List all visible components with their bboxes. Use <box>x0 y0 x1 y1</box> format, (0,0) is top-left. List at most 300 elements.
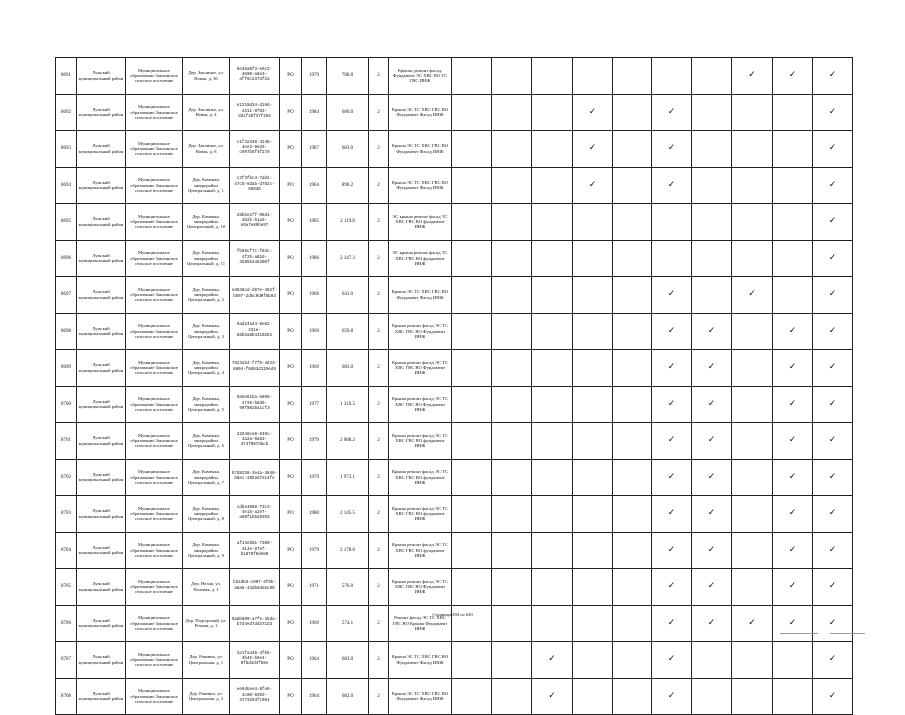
services-cell: Крыша ЭС ТС ХВС ГВС ВО Фундамент Фасад ИНЖ <box>389 167 452 204</box>
work-type-cell <box>692 58 732 95</box>
settlement-cell: Муниципальное образование Заклинское сельское поселение <box>126 131 183 168</box>
work-type-cell <box>452 569 492 606</box>
district-cell: Лужский муниципальный район <box>77 94 126 131</box>
services-cell: Крыша ремонт фасад ЭС ТС ХВС ГВС ВО фундамент ИНЖ <box>389 423 452 460</box>
work-type-cell <box>813 240 853 277</box>
work-type-cell <box>613 167 652 204</box>
type-cell: РО <box>280 532 302 569</box>
district-cell: Лужский муниципальный район <box>77 642 126 679</box>
checkmark-icon: ✓ <box>588 106 597 117</box>
row-id-cell: 8702 <box>56 459 77 496</box>
settlement-cell: Муниципальное образование Заклинское сельское поселение <box>126 642 183 679</box>
checkmark-icon: ✓ <box>788 362 797 373</box>
address-cell: Дер. Раковно, ул. Центральная, д. 1 <box>183 642 230 679</box>
address-cell: Дер. Каменка, микрорайон Центральный, д. 6 <box>183 423 230 460</box>
work-type-cell <box>813 58 853 95</box>
table-row <box>56 131 853 168</box>
row-id-cell: 8696 <box>56 240 77 277</box>
type-cell: РО <box>280 313 302 350</box>
work-type-cell <box>492 569 532 606</box>
year-cell: 1977 <box>302 386 327 423</box>
checkmark-icon: ✓ <box>828 362 837 373</box>
table-row <box>56 386 853 423</box>
checkmark-icon: ✓ <box>828 106 837 117</box>
work-type-cell <box>532 58 573 95</box>
work-type-cell <box>452 277 492 314</box>
work-type-cell <box>452 605 492 642</box>
checkmark-icon: ✓ <box>828 289 837 300</box>
type-cell: РО <box>280 459 302 496</box>
checkmark-icon: ✓ <box>748 70 756 81</box>
work-type-cell <box>773 459 813 496</box>
type-cell: РО <box>280 94 302 131</box>
type-cell: РО <box>280 496 302 533</box>
year-cell: 1966 <box>302 277 327 314</box>
guid-cell: b7d8238-3e4a-4848-b8ec-3953d7e14fe <box>230 459 280 496</box>
work-type-cell <box>613 131 652 168</box>
floors-cell: 2 <box>369 58 389 95</box>
checkmark-icon: ✓ <box>788 398 797 409</box>
services-cell: ЭС крыша ремонт фасад ТС ХВС ГВС ВО фундамент ИНЖ <box>389 204 452 241</box>
year-cell: 1971 <box>302 569 327 606</box>
work-type-cell <box>492 423 532 460</box>
work-type-cell <box>613 642 652 679</box>
work-type-cell <box>532 423 573 460</box>
work-type-cell <box>773 642 813 679</box>
work-type-cell <box>613 678 652 715</box>
guid-cell: e1210d34-d19d-4311-8f93-dd1f35f37f4b6 <box>230 94 280 131</box>
settlement-cell: Муниципальное образование Заклинское сельское поселение <box>126 496 183 533</box>
floors-cell: 2 <box>369 459 389 496</box>
work-type-cell <box>573 569 613 606</box>
work-type-cell <box>613 423 652 460</box>
table-row <box>56 94 853 131</box>
checkmark-icon: ✓ <box>667 362 676 373</box>
services-cell: Крыша, ремонт фасад, Фундамент ЭС ХВС ВО ТС ГВС ИНЖ <box>389 58 452 95</box>
checkmark-icon: ✓ <box>588 179 597 190</box>
settlement-cell: Муниципальное образование Заклинское сельское поселение <box>126 423 183 460</box>
checkmark-icon: ✓ <box>667 398 676 409</box>
checkmark-icon: ✓ <box>828 325 837 336</box>
work-type-cell <box>452 496 492 533</box>
checkmark-icon: ✓ <box>667 106 676 117</box>
floors-cell: 2 <box>369 605 389 642</box>
checkmark-icon: ✓ <box>828 544 837 555</box>
work-type-cell <box>573 240 613 277</box>
area-cell: 2 088.2 <box>327 423 369 460</box>
work-type-cell <box>613 58 652 95</box>
address-cell: Дер. Каменка, микрорайон Центральный, д. 10 <box>183 204 230 241</box>
floors-cell: 2 <box>369 277 389 314</box>
work-type-cell <box>573 277 613 314</box>
year-cell: 1969 <box>302 605 327 642</box>
district-cell: Лужский муниципальный район <box>77 605 126 642</box>
work-type-cell <box>692 642 732 679</box>
guid-cell: 28bbe1ff-96d1-482b-b1a3-e9a7e89be97 <box>230 204 280 241</box>
checkmark-icon: ✓ <box>707 435 716 446</box>
work-type-cell <box>613 204 652 241</box>
address-cell: Дер. Каменка, микрорайон Центральный, д. 1 <box>183 167 230 204</box>
checkmark-icon: ✓ <box>667 289 676 300</box>
district-cell: Лужский муниципальный район <box>77 240 126 277</box>
table-row <box>56 204 853 241</box>
floors-cell: 2 <box>369 204 389 241</box>
checkmark-icon: ✓ <box>707 398 716 409</box>
checkmark-icon: ✓ <box>788 581 797 592</box>
type-cell: РО <box>280 167 302 204</box>
work-type-cell <box>773 569 813 606</box>
work-type-cell <box>573 642 613 679</box>
type-cell: РО <box>280 131 302 168</box>
work-type-cell <box>492 496 532 533</box>
area-cell: 1 973.1 <box>327 459 369 496</box>
checkmark-icon: ✓ <box>588 143 597 154</box>
district-cell: Лужский муниципальный район <box>77 423 126 460</box>
checkmark-icon: ✓ <box>667 654 676 665</box>
row-id-cell: 8698 <box>56 313 77 350</box>
page-footer: Страница 494 из 630 <box>432 612 473 617</box>
work-type-cell <box>573 350 613 387</box>
services-cell: Крыша ремонт фасад ЭС ТС ХВС ГВС ВО фундамент ИНЖ <box>389 496 452 533</box>
year-cell: 1969 <box>302 350 327 387</box>
work-type-cell <box>613 277 652 314</box>
work-type-cell <box>452 642 492 679</box>
work-type-cell <box>532 496 573 533</box>
district-cell: Лужский муниципальный район <box>77 350 126 387</box>
work-type-cell <box>732 569 773 606</box>
services-cell: Крыша ЭС ТС ХВС ГВС ВО Фундамент Фасад ИНЖ <box>389 94 452 131</box>
type-cell: РО <box>280 240 302 277</box>
work-type-cell <box>573 313 613 350</box>
type-cell: РО <box>280 678 302 715</box>
address-cell: Дер. Каменка, микрорайон Центральный, д. 5 <box>183 386 230 423</box>
guid-cell: ee94bee4-8fe6-4c06-8393-4773294fc064 <box>230 678 280 715</box>
work-type-cell <box>652 496 692 533</box>
work-type-cell <box>773 58 813 95</box>
work-type-cell <box>532 131 573 168</box>
work-type-cell <box>532 605 573 642</box>
checkmark-icon: ✓ <box>828 690 837 701</box>
checkmark-icon: ✓ <box>548 690 556 701</box>
work-type-cell <box>692 131 732 168</box>
work-type-cell <box>692 569 732 606</box>
area-cell: 659.8 <box>327 313 369 350</box>
type-cell: РО <box>280 569 302 606</box>
table-row <box>56 423 853 460</box>
work-type-cell <box>813 532 853 569</box>
row-id-cell: 8704 <box>56 532 77 569</box>
work-type-cell <box>732 459 773 496</box>
area-cell: 683.0 <box>327 642 369 679</box>
work-type-cell <box>652 678 692 715</box>
work-type-cell <box>532 277 573 314</box>
work-type-cell <box>613 532 652 569</box>
settlement-cell: Муниципальное образование Заклинское сельское поселение <box>126 569 183 606</box>
year-cell: 1980 <box>302 496 327 533</box>
work-type-cell <box>492 605 532 642</box>
work-type-cell <box>532 678 573 715</box>
district-cell: Лужский муниципальный район <box>77 167 126 204</box>
checkmark-icon: ✓ <box>667 179 676 190</box>
work-type-cell <box>773 532 813 569</box>
work-type-cell <box>732 496 773 533</box>
work-type-cell <box>773 350 813 387</box>
settlement-cell: Муниципальное образование Заклинское сельское поселение <box>126 277 183 314</box>
work-type-cell <box>452 204 492 241</box>
work-type-cell <box>492 350 532 387</box>
work-type-cell <box>492 277 532 314</box>
work-type-cell <box>773 496 813 533</box>
area-cell: 680.0 <box>327 94 369 131</box>
area-cell: 2 147.3 <box>327 240 369 277</box>
year-cell: 1979 <box>302 423 327 460</box>
work-type-cell <box>692 240 732 277</box>
table-row <box>56 313 853 350</box>
floors-cell: 2 <box>369 532 389 569</box>
row-id-cell: 8708 <box>56 678 77 715</box>
work-type-cell <box>692 423 732 460</box>
work-type-cell <box>652 313 692 350</box>
work-type-cell <box>692 605 732 642</box>
year-cell: 1986 <box>302 240 327 277</box>
work-type-cell <box>813 313 853 350</box>
work-type-cell <box>492 131 532 168</box>
area-cell: 1 310.5 <box>327 386 369 423</box>
work-type-cell <box>732 532 773 569</box>
settlement-cell: Муниципальное образование Заклинское сельское поселение <box>126 167 183 204</box>
work-type-cell <box>652 532 692 569</box>
work-type-cell <box>492 94 532 131</box>
district-cell: Лужский муниципальный район <box>77 569 126 606</box>
work-type-cell <box>613 459 652 496</box>
work-type-cell <box>573 167 613 204</box>
work-type-cell <box>813 642 853 679</box>
work-type-cell <box>532 313 573 350</box>
services-cell: Крыша ЭС ТС ХВС ГВС ВО Фундамент Фасад ИНЖ <box>389 678 452 715</box>
checkmark-icon: ✓ <box>828 252 837 263</box>
checkmark-icon: ✓ <box>828 398 837 409</box>
work-type-cell <box>532 94 573 131</box>
row-id-cell: 8697 <box>56 277 77 314</box>
work-type-cell <box>532 532 573 569</box>
work-type-cell <box>813 496 853 533</box>
work-type-cell <box>773 423 813 460</box>
address-cell: Дер. Каменка, микрорайон Центральный, д. 9 <box>183 532 230 569</box>
work-type-cell <box>732 605 773 642</box>
floors-cell: 2 <box>369 350 389 387</box>
address-cell: Дер. Каменка, микрорайон Центральный, д. 8 <box>183 496 230 533</box>
year-cell: 1985 <box>302 204 327 241</box>
checkmark-icon: ✓ <box>828 471 837 482</box>
checkmark-icon: ✓ <box>828 143 837 154</box>
work-type-cell <box>652 459 692 496</box>
area-cell: 683.0 <box>327 350 369 387</box>
floors-cell: 2 <box>369 131 389 168</box>
table-row <box>56 678 853 715</box>
guid-cell: c3f3fbc4-7dd1-47c5-8dab-d792c-59036 <box>230 167 280 204</box>
guid-cell: fb66cf7c-f83c-4f25-a82d-4585b445390f <box>230 240 280 277</box>
row-id-cell: 8695 <box>56 204 77 241</box>
work-type-cell <box>652 605 692 642</box>
checkmark-icon: ✓ <box>828 216 837 227</box>
floors-cell: 2 <box>369 642 389 679</box>
work-type-cell <box>692 204 732 241</box>
work-type-cell <box>532 569 573 606</box>
type-cell: РО <box>280 58 302 95</box>
work-type-cell <box>452 350 492 387</box>
area-cell: 780.0 <box>327 58 369 95</box>
guid-cell: 22848ce8-849c-4a2a-9a83-374f087dacb <box>230 423 280 460</box>
work-type-cell <box>773 240 813 277</box>
checkmark-icon: ✓ <box>707 508 716 519</box>
area-cell: 2 119.8 <box>327 204 369 241</box>
checkmark-icon: ✓ <box>828 581 837 592</box>
row-id-cell: 8699 <box>56 350 77 387</box>
address-cell: Дер. Нелаи, ул. Полевая, д. 1 <box>183 569 230 606</box>
area-cell: 574.1 <box>327 605 369 642</box>
guid-cell: 9a6b800-a7fe-45da-b7d4ed7d4b71d3 <box>230 605 280 642</box>
work-type-cell <box>773 167 813 204</box>
floors-cell: 2 <box>369 569 389 606</box>
year-cell: 1964 <box>302 678 327 715</box>
checkmark-icon: ✓ <box>828 70 837 81</box>
checkmark-icon: ✓ <box>667 143 676 154</box>
work-type-cell <box>452 532 492 569</box>
work-type-cell <box>773 131 813 168</box>
district-cell: Лужский муниципальный район <box>77 204 126 241</box>
work-type-cell <box>532 240 573 277</box>
settlement-cell: Муниципальное образование Заклинское сельское поселение <box>126 94 183 131</box>
checkmark-icon: ✓ <box>707 544 716 555</box>
floors-cell: 2 <box>369 313 389 350</box>
row-id-cell: 8691 <box>56 58 77 95</box>
table-row <box>56 605 853 642</box>
work-type-cell <box>813 167 853 204</box>
work-type-cell <box>573 532 613 569</box>
work-type-cell <box>613 350 652 387</box>
work-type-cell <box>813 423 853 460</box>
settlement-cell: Муниципальное образование Заклинское сельское поселение <box>126 459 183 496</box>
guid-cell: 9ad24a44-6e82-431e-88b5a8b4410282 <box>230 313 280 350</box>
work-type-cell <box>652 569 692 606</box>
services-cell: Крыша ремонт фасад ЭС ТС ХВС ГВС ВО фундамент ИНЖ <box>389 459 452 496</box>
district-cell: Лужский муниципальный район <box>77 459 126 496</box>
work-type-cell <box>732 204 773 241</box>
work-type-cell <box>732 240 773 277</box>
work-type-cell <box>692 94 732 131</box>
work-type-cell <box>732 313 773 350</box>
work-type-cell <box>773 313 813 350</box>
services-cell: Крыша ремонт фасад ЭС ТС ХВС ГВС ВО Фундамент ИНЖ <box>389 569 452 606</box>
floors-cell: 2 <box>369 94 389 131</box>
work-type-cell <box>732 277 773 314</box>
guid-cell: b2a3b6-c007-4f0b-a6a6-44db6de5c90 <box>230 569 280 606</box>
type-cell: РО <box>280 642 302 679</box>
type-cell: РО <box>280 423 302 460</box>
work-type-cell <box>732 423 773 460</box>
work-type-cell <box>652 240 692 277</box>
work-type-cell <box>532 459 573 496</box>
district-cell: Лужский муниципальный район <box>77 386 126 423</box>
checkmark-icon: ✓ <box>667 508 676 519</box>
floors-cell: 2 <box>369 240 389 277</box>
guid-cell: c1f42446-4248-4ee3-9e26-c997b6f4f278 <box>230 131 280 168</box>
table-row <box>56 496 853 533</box>
work-type-cell <box>532 167 573 204</box>
district-cell: Лужский муниципальный район <box>77 58 126 95</box>
work-type-cell <box>573 459 613 496</box>
checkmark-icon: ✓ <box>788 508 797 519</box>
settlement-cell: Муниципальное образование Заклинское сельское поселение <box>126 350 183 387</box>
work-type-cell <box>692 277 732 314</box>
work-type-cell <box>732 58 773 95</box>
work-type-cell <box>573 678 613 715</box>
services-cell: Крыша ЭС ТС ХВС ГВС ВО Фундамент Фасад ИНЖ <box>389 277 452 314</box>
work-type-cell <box>773 277 813 314</box>
guid-cell: af43eb81-7380-414e-87ef-b1879f6de50 <box>230 532 280 569</box>
guid-cell: e4846cd-d67e-462f-b597-2d5c0d0f8b83 <box>230 277 280 314</box>
checkmark-icon: ✓ <box>667 617 676 628</box>
work-type-cell <box>573 386 613 423</box>
work-type-cell <box>813 277 853 314</box>
floors-cell: 2 <box>369 496 389 533</box>
floors-cell: 2 <box>369 167 389 204</box>
checkmark-icon: ✓ <box>707 617 716 628</box>
work-type-cell <box>813 459 853 496</box>
checkmark-icon: ✓ <box>788 70 797 81</box>
settlement-cell: Муниципальное образование Заклинское сельское поселение <box>126 240 183 277</box>
scan-mark <box>780 633 818 634</box>
checkmark-icon: ✓ <box>667 581 676 592</box>
work-type-cell <box>692 167 732 204</box>
work-type-cell <box>652 167 692 204</box>
table-row <box>56 642 853 679</box>
work-type-cell <box>452 167 492 204</box>
year-cell: 1969 <box>302 313 327 350</box>
address-cell: Дер. Раковно, ул. Центральная, д. 2 <box>183 678 230 715</box>
year-cell: 1964 <box>302 642 327 679</box>
row-id-cell: 8706 <box>56 605 77 642</box>
work-type-cell <box>813 94 853 131</box>
checkmark-icon: ✓ <box>788 617 797 628</box>
district-cell: Лужский муниципальный район <box>77 532 126 569</box>
settlement-cell: Муниципальное образование Заклинское сельское поселение <box>126 204 183 241</box>
district-cell: Лужский муниципальный район <box>77 131 126 168</box>
floors-cell: 2 <box>369 678 389 715</box>
work-type-cell <box>773 678 813 715</box>
checkmark-icon: ✓ <box>788 325 797 336</box>
address-cell: Дер. Подгорский, ул. Речная, д. 1 <box>183 605 230 642</box>
services-cell: Крыша ЭС ТС ХВС ГВС ВО Фундамент Фасад ИНЖ <box>389 131 452 168</box>
work-type-cell <box>692 386 732 423</box>
work-type-cell <box>613 569 652 606</box>
work-type-cell <box>652 58 692 95</box>
table-row <box>56 58 853 95</box>
work-type-cell <box>652 386 692 423</box>
services-cell: Ремонт фасад ЭС ТС ХВС ГВС ВО Крыша Фундамент ИНЖ <box>389 605 452 642</box>
work-type-cell <box>813 386 853 423</box>
work-type-cell <box>573 204 613 241</box>
work-type-cell <box>492 678 532 715</box>
table-row <box>56 240 853 277</box>
scan-mark <box>830 633 865 634</box>
district-cell: Лужский муниципальный район <box>77 313 126 350</box>
work-type-cell <box>452 131 492 168</box>
work-type-cell <box>652 277 692 314</box>
work-type-cell <box>492 386 532 423</box>
type-cell: РО <box>280 605 302 642</box>
area-cell: 576.0 <box>327 569 369 606</box>
